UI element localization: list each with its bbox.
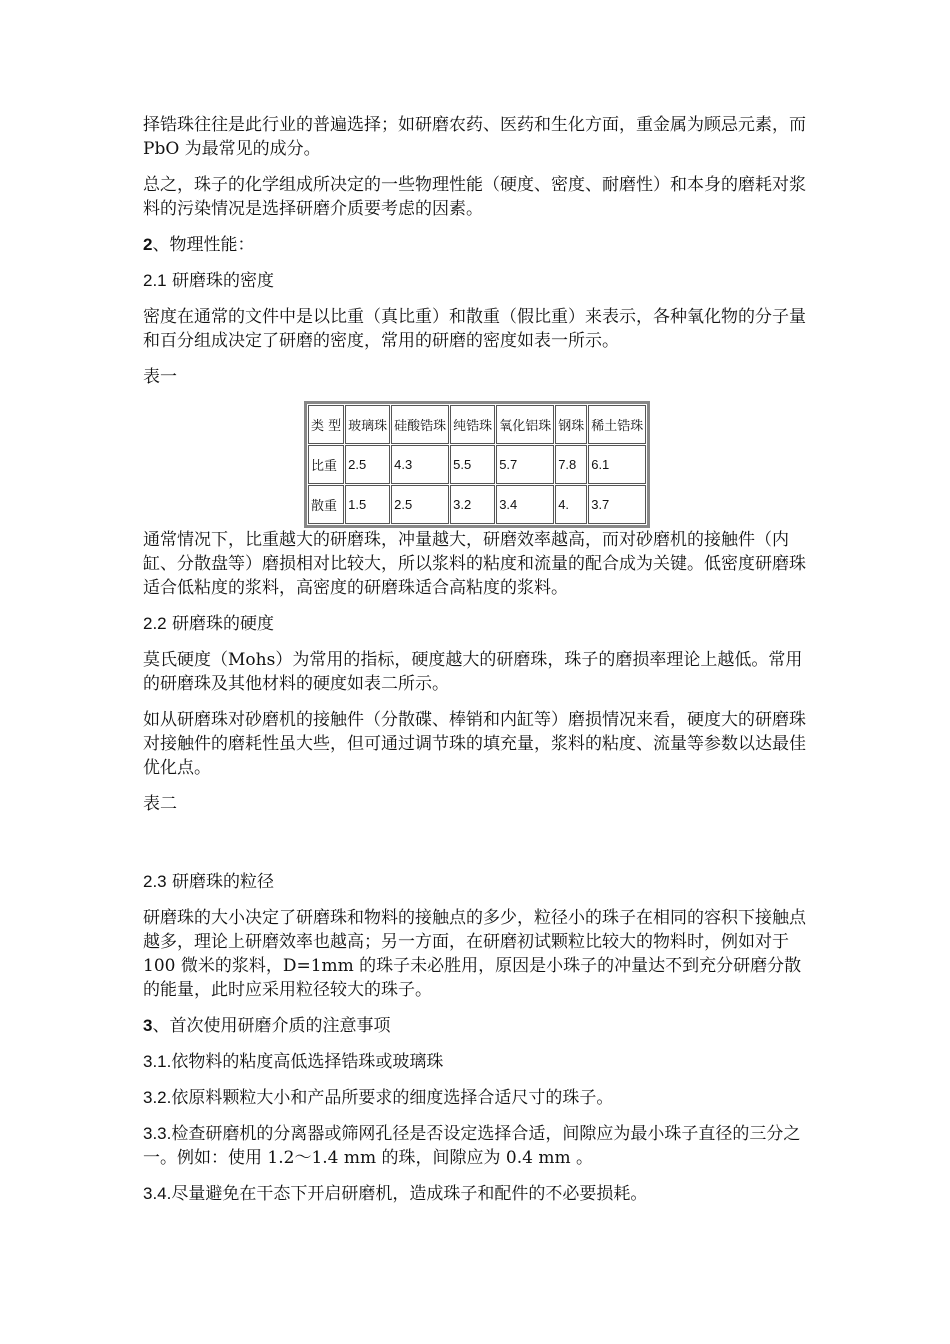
list-item-3-1 [143, 1050, 813, 1074]
table-cell: 4. [555, 485, 587, 524]
section-title: 研磨珠的密度 [166, 271, 275, 291]
paragraph-summary: 总之，珠子的化学组成所决定的一些物理性能（硬度、密度、耐磨性）和本身的磨耗对浆料的污染情况是选择研磨介质要考虑的因素。 [143, 175, 806, 219]
table-header-cell: 纯锆珠 [450, 405, 495, 444]
table-header-cell: 硅酸锆珠 [391, 405, 449, 444]
list-item-3-3 [143, 1122, 813, 1170]
section-title: 、物理性能： [152, 235, 255, 255]
section-heading-2-1 [143, 269, 813, 293]
item-text: 依物料的粘度高低选择锆珠或玻璃珠 [171, 1052, 444, 1072]
table-cell: 2.5 [391, 485, 449, 524]
item-text: 尽量避免在干态下开启研磨机，造成珠子和配件的不必要损耗。 [171, 1184, 648, 1204]
table-header-cell: 玻璃珠 [345, 405, 390, 444]
table-row-label: 比重 [308, 445, 344, 484]
density-table [304, 401, 650, 528]
table-row [308, 485, 646, 524]
table-cell: 3.4 [496, 485, 554, 524]
table-cell: 1.5 [345, 485, 390, 524]
section-heading-2-2 [143, 612, 813, 636]
table-row-label: 散重 [308, 485, 344, 524]
table-cell: 5.5 [450, 445, 495, 484]
section-number: 2.1 [143, 271, 167, 290]
list-item-3-2 [143, 1086, 813, 1110]
document-page [143, 113, 813, 1206]
table-cell: 4.3 [391, 445, 449, 484]
section-title: 研磨珠的硬度 [166, 614, 275, 634]
table1-caption: 表一 [143, 367, 177, 387]
item-number: 3.4. [143, 1184, 172, 1203]
section-number: 2.3 [143, 872, 167, 891]
item-text: 检查研磨机的分离器或筛网孔径是否设定选择合适，间隙应为最小珠子直径的三分之一。例如：使用 1.2～1.4 mm 的珠，间隙应为 0.4 mm 。 [143, 1124, 801, 1168]
table-header-row [308, 405, 646, 444]
table2-caption: 表二 [143, 794, 177, 814]
table-header-cell: 氧化铝珠 [496, 405, 554, 444]
table-cell: 2.5 [345, 445, 390, 484]
table-cell: 3.7 [588, 485, 646, 524]
table-header-cell: 钢珠 [555, 405, 587, 444]
section-title: 、首次使用研磨介质的注意事项 [152, 1016, 391, 1036]
section-number: 3 [143, 1016, 153, 1035]
section-title: 研磨珠的粒径 [166, 872, 275, 892]
item-text: 依原料颗粒大小和产品所要求的细度选择合适尺寸的珠子。 [171, 1088, 614, 1108]
table-cell: 6.1 [588, 445, 646, 484]
paragraph-density-effect: 通常情况下，比重越大的研磨珠，冲量越大，研磨效率越高，而对砂磨机的接触件（内缸、分散盘等）磨损相对比较大，所以浆料的粘度和流量的配合成为关键。低密度研磨珠适合低粘度的浆料，高密度的研磨珠适合高粘度的浆料。 [143, 530, 806, 598]
section-heading-3 [143, 1014, 813, 1038]
paragraph-particle-size: 研磨珠的大小决定了研磨珠和物料的接触点的多少，粒径小的珠子在相同的容积下接触点越多，理论上研磨效率也越高；另一方面，在研磨初试颗粒比较大的物料时，例如对于 100 微米的浆料，D=1mm 的珠子未必胜用，原因是小珠子的冲量达不到充分研磨分散的能量，此时应采用粒径较大的珠子。 [143, 908, 806, 1000]
table1-container [304, 401, 813, 528]
table-row [308, 445, 646, 484]
list-item-3-4 [143, 1182, 813, 1206]
paragraph-wear: 如从研磨珠对砂磨机的接触件（分散碟、棒销和内缸等）磨损情况来看，硬度大的研磨珠对接触件的磨耗性虽大些，但可通过调节珠的填充量，浆料的粘度、流量等参数以达最佳优化点。 [143, 710, 806, 778]
paragraph-hardness: 莫氏硬度（Mohs）为常用的指标，硬度越大的研磨珠，珠子的磨损率理论上越低。常用的研磨珠及其他材料的硬度如表二所示。 [143, 650, 803, 694]
section-number: 2.2 [143, 614, 167, 633]
paragraph-density: 密度在通常的文件中是以比重（真比重）和散重（假比重）来表示，各种氧化物的分子量和百分组成决定了研磨的密度，常用的研磨的密度如表一所示。 [143, 307, 806, 351]
item-number: 3.3. [143, 1124, 172, 1143]
section-heading-2 [143, 233, 813, 257]
table-header-cell: 稀土锆珠 [588, 405, 646, 444]
item-number: 3.2. [143, 1088, 172, 1107]
item-number: 3.1. [143, 1052, 172, 1071]
table-cell: 5.7 [496, 445, 554, 484]
table-cell: 3.2 [450, 485, 495, 524]
section-number: 2 [143, 235, 153, 254]
paragraph-zirconia-intro: 择锆珠往往是此行业的普遍选择；如研磨农药、医药和生化方面，重金属为顾忌元素，而 PbO 为最常见的成分。 [143, 115, 806, 159]
table-header-cell: 类 型 [308, 405, 344, 444]
section-heading-2-3 [143, 870, 813, 894]
table-cell: 7.8 [555, 445, 587, 484]
